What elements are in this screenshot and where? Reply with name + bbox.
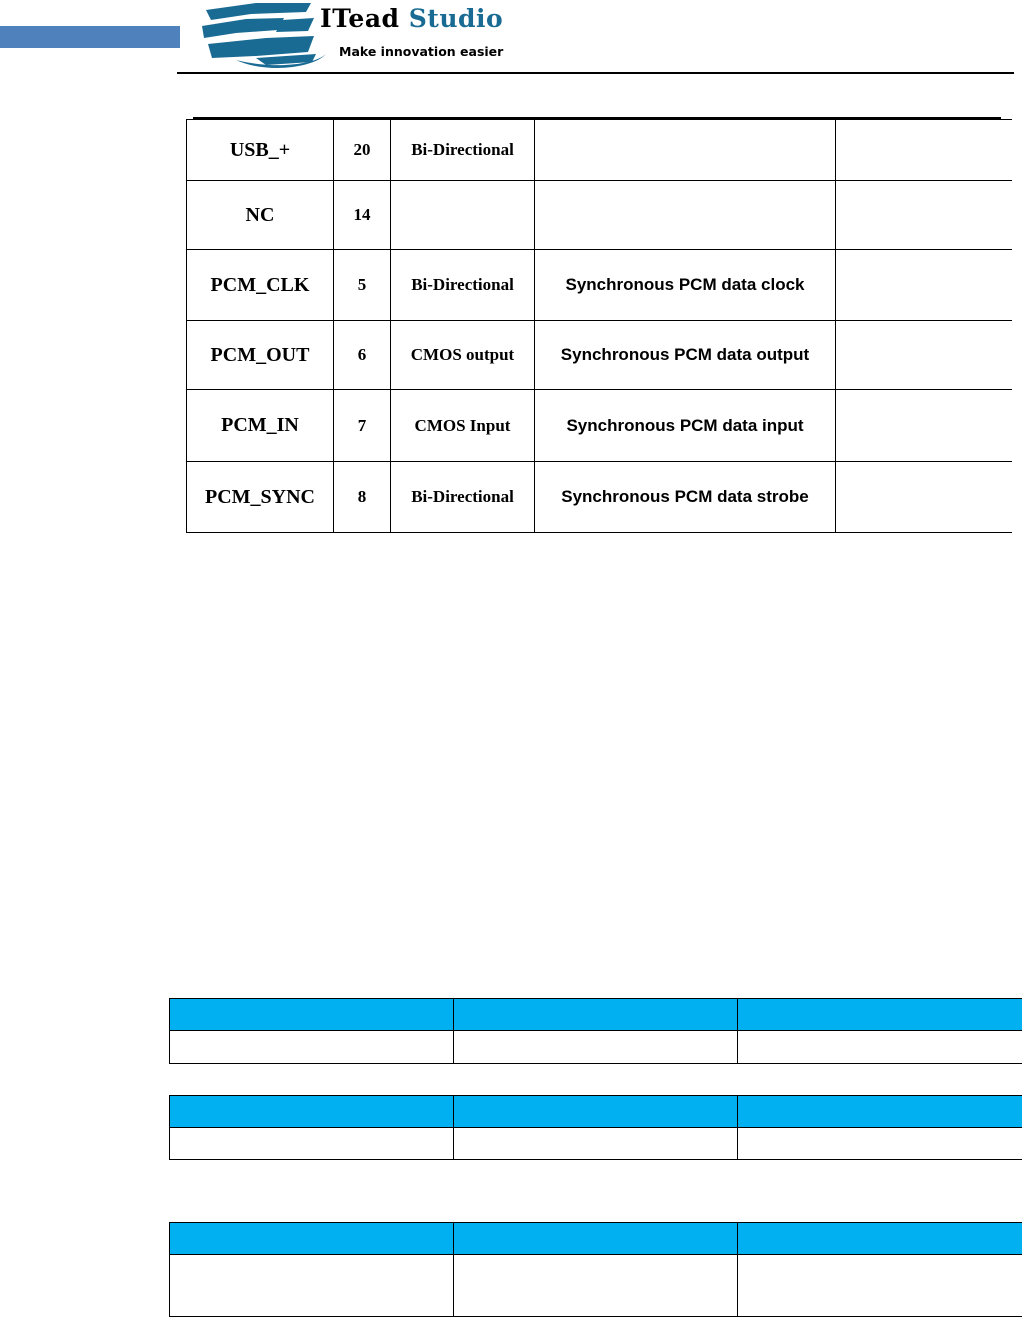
- header-cell: [454, 1223, 738, 1255]
- pin-name-cell: PCM_OUT: [187, 321, 334, 390]
- header-divider: [177, 72, 1014, 74]
- spec-table-2: [169, 1095, 1022, 1160]
- table-cell: [170, 1255, 454, 1317]
- table-header-row: [170, 999, 1022, 1031]
- table-header-row: [170, 1223, 1022, 1255]
- brand-title: [320, 4, 503, 33]
- pin-number-cell: 14: [334, 181, 391, 250]
- table-row: [187, 321, 1012, 390]
- pin-extra-cell: [836, 390, 1012, 462]
- table-row: [170, 1128, 1022, 1160]
- pin-type-cell: Bi-Directional: [391, 120, 535, 181]
- pin-name-cell: PCM_CLK: [187, 250, 334, 321]
- pin-description-cell: [535, 120, 836, 181]
- pin-description-cell: [535, 181, 836, 250]
- pin-extra-cell: [836, 321, 1012, 390]
- spec-table-1: [169, 998, 1022, 1064]
- pin-type-cell: CMOS Input: [391, 390, 535, 462]
- brand-main: ITead: [320, 4, 400, 33]
- table-row: [170, 1255, 1022, 1317]
- table-row: [187, 181, 1012, 250]
- pin-description-cell: Synchronous PCM data output: [535, 321, 836, 390]
- pin-number-cell: 8: [334, 462, 391, 533]
- table-row: [187, 120, 1012, 181]
- table-row: [170, 1031, 1022, 1064]
- spec-table-3: [169, 1222, 1022, 1317]
- header-cell: [738, 1096, 1022, 1128]
- pin-extra-cell: [836, 120, 1012, 181]
- header-cell: [454, 1096, 738, 1128]
- header-cell: [170, 1223, 454, 1255]
- table-cell: [454, 1128, 738, 1160]
- pin-number-cell: 7: [334, 390, 391, 462]
- pin-type-cell: Bi-Directional: [391, 462, 535, 533]
- pin-extra-cell: [836, 250, 1012, 321]
- header-cell: [454, 999, 738, 1031]
- pin-name-cell: PCM_IN: [187, 390, 334, 462]
- pin-number-cell: 20: [334, 120, 391, 181]
- header-cell: [738, 999, 1022, 1031]
- pin-type-cell: [391, 181, 535, 250]
- pin-number-cell: 6: [334, 321, 391, 390]
- table-cell: [170, 1128, 454, 1160]
- header-cell: [738, 1223, 1022, 1255]
- pin-description-cell: Synchronous PCM data input: [535, 390, 836, 462]
- header-cell: [170, 1096, 454, 1128]
- pin-name-cell: NC: [187, 181, 334, 250]
- table-cell: [738, 1031, 1022, 1064]
- pin-type-cell: CMOS output: [391, 321, 535, 390]
- table-cell: [454, 1031, 738, 1064]
- table-cell: [170, 1031, 454, 1064]
- pin-name-cell: USB_+: [187, 120, 334, 181]
- table-row: [187, 390, 1012, 462]
- pin-extra-cell: [836, 462, 1012, 533]
- pin-description-cell: Synchronous PCM data strobe: [535, 462, 836, 533]
- header-accent-bar: [0, 26, 180, 48]
- pin-type-cell: Bi-Directional: [391, 250, 535, 321]
- table-cell: [738, 1255, 1022, 1317]
- table-row: [187, 462, 1012, 533]
- table-header-row: [170, 1096, 1022, 1128]
- pin-extra-cell: [836, 181, 1012, 250]
- pin-table: [186, 119, 1012, 533]
- header-cell: [170, 999, 454, 1031]
- brand-tagline: Make innovation easier: [339, 44, 504, 59]
- table-cell: [738, 1128, 1022, 1160]
- table-cell: [454, 1255, 738, 1317]
- brand-accent: Studio: [408, 4, 504, 33]
- table-row: [187, 250, 1012, 321]
- pin-number-cell: 5: [334, 250, 391, 321]
- pin-name-cell: PCM_SYNC: [187, 462, 334, 533]
- pin-description-cell: Synchronous PCM data clock: [535, 250, 836, 321]
